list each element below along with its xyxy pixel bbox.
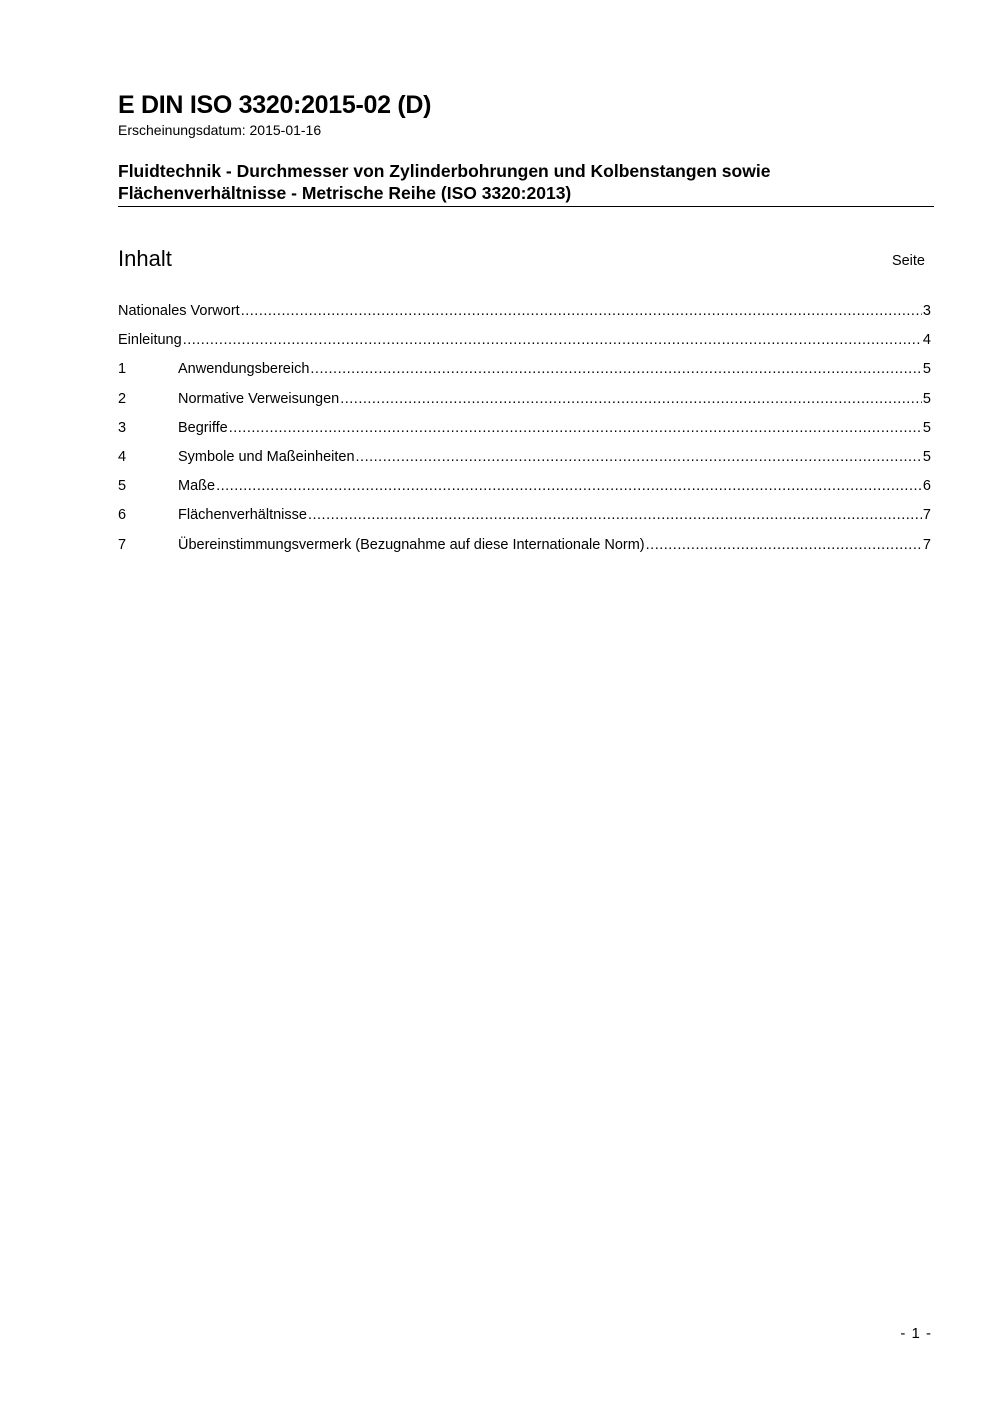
toc-entry-number: 1 [118, 361, 127, 378]
toc-dot-leader [241, 300, 922, 322]
toc-entry-number: 3 [118, 419, 127, 436]
toc-entry-title: Flächenverhältnisse [178, 507, 307, 524]
toc-entry-page: 5 [922, 390, 931, 407]
subtitle-line-2: Flächenverhältnisse - Metrische Reihe (ISO 3320:2013) [118, 183, 572, 203]
publication-date: Erscheinungsdatum: 2015-01-16 [118, 122, 322, 138]
toc-entry-page: 7 [922, 536, 931, 553]
toc-entry-number: 6 [118, 507, 127, 524]
toc-entry-uebereinstimmungsvermerk[interactable] [118, 534, 931, 563]
toc-entry-number: 4 [118, 448, 127, 465]
toc-dot-leader [183, 329, 922, 351]
toc-entry-normative-verweisungen[interactable] [118, 388, 931, 417]
toc-entry-nationales-vorwort[interactable] [118, 300, 931, 329]
toc-dot-leader [229, 417, 922, 439]
toc-entry-page: 4 [922, 332, 931, 349]
toc-dot-leader [356, 446, 922, 468]
table-of-contents [118, 300, 931, 563]
toc-entry-flaechenverhaeltnisse[interactable] [118, 504, 931, 533]
toc-dot-leader [646, 534, 922, 556]
toc-entry-number: 5 [118, 478, 127, 495]
toc-entry-page: 5 [922, 361, 931, 378]
toc-entry-title: Begriffe [178, 419, 228, 436]
toc-entry-title: Übereinstimmungsvermerk (Bezugnahme auf diese Internationale Norm) [178, 536, 645, 553]
toc-page-column-label: Seite [891, 253, 925, 269]
toc-dot-leader [308, 504, 922, 526]
toc-dot-leader [340, 388, 922, 410]
toc-entry-title: Normative Verweisungen [178, 390, 340, 407]
toc-entry-page: 5 [922, 448, 931, 465]
toc-entry-title: Maße [178, 478, 216, 495]
toc-entry-symbole-und-masseinheiten[interactable] [118, 446, 931, 475]
toc-entry-page: 5 [922, 419, 931, 436]
toc-entry-masse[interactable] [118, 475, 931, 504]
toc-entry-page: 7 [922, 507, 931, 524]
toc-entry-einleitung[interactable] [118, 329, 931, 358]
toc-entry-begriffe[interactable] [118, 417, 931, 446]
document-subtitle [118, 160, 934, 207]
toc-entry-page: 6 [922, 478, 931, 495]
toc-dot-leader [310, 358, 922, 380]
document-title: E DIN ISO 3320:2015-02 (D) [118, 91, 432, 119]
toc-dot-leader [216, 475, 922, 497]
toc-entry-page: 3 [922, 303, 931, 319]
toc-entry-title: Anwendungsbereich [178, 361, 310, 378]
subtitle-line-1: Fluidtechnik - Durchmesser von Zylinderbohrungen und Kolbenstangen sowie [118, 161, 771, 181]
toc-entry-number: 7 [118, 536, 127, 553]
page-number: - 1 - [900, 1325, 932, 1342]
toc-entry-number: 2 [118, 390, 127, 407]
toc-entry-anwendungsbereich[interactable] [118, 358, 931, 387]
toc-entry-title: Nationales Vorwort [118, 303, 240, 319]
toc-entry-title: Einleitung [118, 332, 182, 349]
toc-entry-title: Symbole und Maßeinheiten [178, 448, 355, 465]
toc-heading: Inhalt [118, 246, 172, 271]
